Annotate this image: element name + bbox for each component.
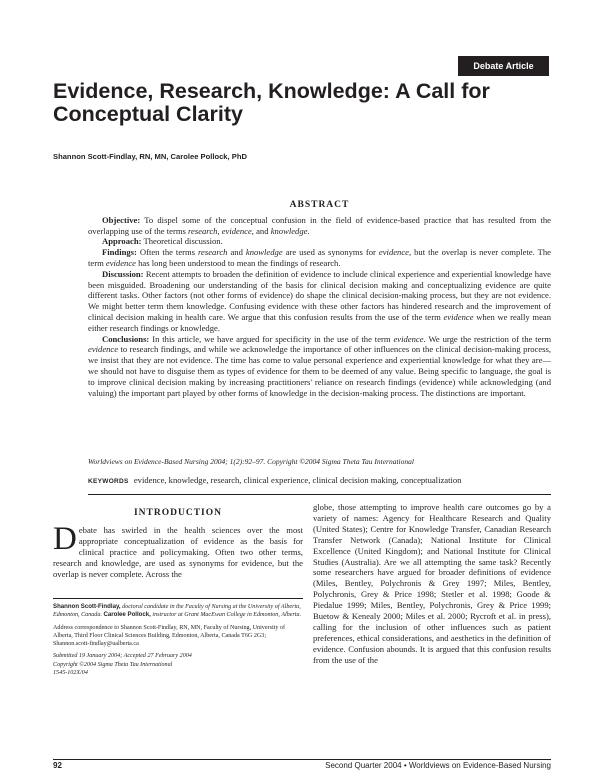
conclusions-label: Conclusions: bbox=[102, 333, 150, 344]
conclusions-evidence: evidence bbox=[393, 333, 424, 344]
footer-divider bbox=[53, 759, 551, 760]
abstract-approach bbox=[88, 236, 551, 247]
drop-cap: D bbox=[53, 521, 77, 557]
approach-text: Theoretical discussion. bbox=[143, 236, 223, 247]
conclusions-text-3: to research findings, and while we acknowledge the importance of other influences on the clinical decision-making process, we insist that they are not evidence. The time has come to value personal experience and experiential knowledge for what they are—we should not have to disguise them as types of evidence for them to be deemed of any value. Being specific to language, the goal is to improve clinical decision making by increasing practitioners' reliance on research findings (evidence) while acknowledging (and valuing) the important part played by other forms of knowledge in the decision-making process. The distinctions are important. bbox=[88, 344, 551, 398]
findings-evidence-2: evidence bbox=[105, 257, 136, 268]
findings-text-2: are used as synonyms for bbox=[285, 247, 376, 258]
journal-footer: Second Quarter 2004 • Worldviews on Evidence-Based Nursing bbox=[325, 761, 551, 770]
objective-and: and bbox=[256, 225, 269, 236]
keywords-divider bbox=[88, 494, 551, 495]
keywords-text: evidence, knowledge, research, clinical experience, clinical decision making, conceptualization bbox=[133, 475, 462, 485]
objective-term-last: knowledge bbox=[270, 225, 308, 236]
objective-text: To dispel some of the conceptual confusion in the field of evidence-based practice that has resulted from the overlapping use of the terms bbox=[88, 214, 551, 236]
citation-line: Worldviews on Evidence-Based Nursing 2004; 1(2):92–97. Copyright ©2004 Sigma Theta Tau International bbox=[88, 457, 414, 466]
submitted-dates: Submitted 19 January 2004; Accepted 27 February 2004 bbox=[53, 653, 192, 660]
discussion-text-2: when we really mean either research findings or knowledge. bbox=[88, 311, 551, 333]
discussion-label: Discussion: bbox=[102, 268, 144, 279]
article-title: Evidence, Research, Knowledge: A Call for Conceptual Clarity bbox=[53, 79, 490, 126]
author1-desc: doctoral candidate in the Faculty of Nursing at the University of Alberta, Edmonton, Canada. bbox=[53, 604, 301, 619]
issn-note: 1545-102X/04 bbox=[53, 670, 88, 677]
objective-label: Objective: bbox=[102, 214, 141, 225]
introduction-section bbox=[53, 508, 303, 580]
author-notes bbox=[53, 603, 303, 681]
author-affiliations bbox=[53, 603, 303, 620]
correspondence-address: Address correspondence to Shannon Scott-Findlay, RN, MN, Faculty of Nursing, University of Alberta, Third Floor Clinical Sciences Building, Edmonton, Alberta, Canada T6G 2G3; Shannon.scott-findlay@ualberta.ca bbox=[53, 624, 285, 648]
findings-research: research bbox=[198, 247, 228, 258]
approach-label: Approach: bbox=[102, 236, 142, 247]
objective-terms: research, evidence, bbox=[188, 225, 254, 236]
discussion-evidence: evidence bbox=[443, 311, 474, 322]
author2-name: Carolee Pollock, bbox=[103, 611, 151, 619]
findings-label: Findings: bbox=[102, 247, 137, 258]
footnote-divider bbox=[53, 598, 303, 599]
copyright-note: Copyright ©2004 Sigma Theta Tau International bbox=[53, 661, 173, 668]
author2-desc: instructor at Grant MacEwan College in Edmonton, Alberta. bbox=[152, 612, 302, 619]
page-number: 92 bbox=[53, 761, 62, 770]
abstract-findings bbox=[88, 247, 551, 269]
author1-name: Shannon Scott-Findlay, bbox=[53, 603, 121, 610]
abstract-heading: ABSTRACT bbox=[289, 200, 350, 210]
abstract-objective: Objective: To dispel some of the conceptual confusion in the field of evidence-based practice that has resulted from the overlapping use of the terms research, evidence, and knowledge. bbox=[88, 214, 551, 236]
article-type-badge: Debate Article bbox=[458, 56, 549, 76]
keywords-label: KEYWORDS bbox=[88, 478, 129, 485]
submission-info bbox=[53, 652, 303, 677]
abstract-discussion bbox=[88, 269, 551, 334]
findings-text-4: has long been understood to mean the findings of research. bbox=[138, 257, 341, 268]
author-line: Shannon Scott-Findlay, RN, MN, Carolee Pollock, PhD bbox=[53, 152, 247, 161]
findings-and: and bbox=[230, 247, 243, 258]
conclusions-text-2: . We urge the restriction of the term bbox=[423, 333, 552, 344]
findings-text-1: Often the terms bbox=[139, 247, 196, 258]
discussion-text-1: Recent attempts to broaden the definition of evidence to include clinical experience and experiential knowledge have been misguided. Broadening our understanding of the basis for clinical decision making and conceptualizing evidence are quite different tasks. Other factors (not other forms of evidence) do shape the clinical decision-making process, but they are not evidence. We might better term them knowledge. Confusing evidence with these other factors has hindered research and the improvement of clinical decision making in health care. We argue that this confusion results from the use of the term bbox=[88, 268, 551, 322]
findings-knowledge: knowledge bbox=[245, 247, 283, 258]
introduction-text bbox=[53, 521, 303, 580]
keywords-line bbox=[88, 475, 551, 485]
conclusions-text-1: In this article, we have argued for specificity in the use of the term bbox=[152, 333, 391, 344]
findings-text-3: , but the overlap is never complete. The term bbox=[88, 247, 551, 268]
abstract-section bbox=[88, 200, 551, 398]
abstract-conclusions bbox=[88, 334, 551, 399]
introduction-body: ebate has swirled in the health sciences over the most appropriate conceptualization of evidence as the basis for clinical practice and policymaking. Often two other terms, research and knowledge, are used as synonyms for evidence, but the overlap is never complete. Across the bbox=[53, 525, 303, 579]
right-column-text: globe, those attempting to improve health care outcomes go by a variety of names: Agency for Healthcare Research and Quality (United States); Centre for Knowledge Transfer, Canadian Research Transfer Network (Canada); National Institute for Clinical Excellence (United Kingdom); and National Institute for Clinical Studies (Australia). Are we all attempting the same task? Recently some researchers have argued for broader definitions of evidence (Miles, Bentley, Polychronis & Grey 1997; Miles, Bentley, Polychronis, Grey & Price 1998; Stetler et al. 1998; Goode & Piedalue 1999; Miles, Bentley, Polychronis, Grey & Price 1999; Buetow & Kenealy 2000; Miles et al. 2000; Rycroft et al. in press), calling for the inclusion of other influences such as patient preferences, ethical considerations, and aesthetics in the definition of evidence. Confusion abounds. It is argued that this confusion results from the use of the bbox=[313, 502, 551, 665]
findings-evidence: evidence bbox=[378, 247, 409, 258]
introduction-heading: INTRODUCTION bbox=[133, 508, 222, 518]
conclusions-evidence-2: evidence bbox=[88, 344, 119, 355]
